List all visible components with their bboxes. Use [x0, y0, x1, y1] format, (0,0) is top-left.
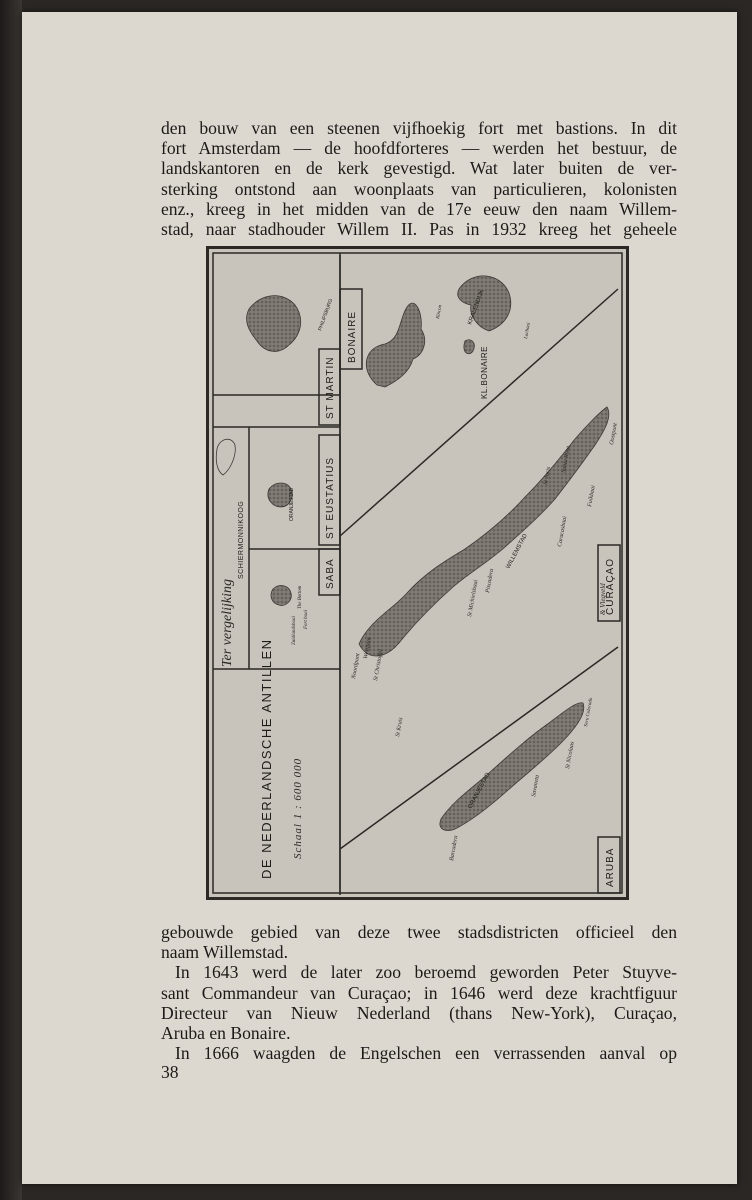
place-seru-colorado: Seru Colorado	[584, 697, 595, 728]
text-line: fort Amsterdam — de hoofdforteres — werden het bestuur, de	[161, 138, 677, 159]
place-the-bottom: The Bottom	[298, 585, 303, 609]
place-st-kruis: St Kruis	[395, 717, 405, 738]
place-westpunt: Westpunt	[363, 636, 373, 660]
place-barcadera: Barcadera	[449, 835, 460, 862]
island-aruba	[440, 703, 584, 831]
text-line: naam Willemstad.	[161, 942, 288, 963]
panel-curacao: CURAÇAO	[605, 557, 616, 615]
place-caracasbaai: Caracasbaai	[557, 515, 569, 548]
place-santa-rosa: Santa Rosa	[561, 445, 572, 474]
text-line: den bouw van een steenen vijfhoekig fort met bastions. In dit	[161, 118, 677, 138]
panel-aruba: ARUBA	[605, 847, 616, 887]
bottom-paragraph	[161, 922, 677, 1063]
place-lacbaai: Lacbaai	[524, 322, 532, 340]
panel-kl-bonaire: KL.BONAIRE	[480, 345, 489, 399]
panel-curacao-sub: & Vlegveld	[599, 583, 607, 615]
panel-bonaire: BONAIRE	[347, 310, 358, 363]
island-saba	[271, 586, 291, 606]
place-willemstad: WILLEMSTAD	[505, 533, 529, 570]
text-line: In 1643 werd de later zoo beroemd geworden Peter Stuyve-	[175, 962, 677, 983]
island-st-martin	[247, 296, 301, 352]
text-line: gebouwde gebied van deze twee stadsdistricten officieel den	[161, 922, 677, 942]
place-st-christoffel: St Christoffel	[373, 648, 385, 682]
place-zuid-landsbaai: Zuidlandsbaai	[292, 616, 297, 645]
map-drawing	[209, 249, 626, 897]
place-fort-bay: Fort baai	[304, 609, 309, 629]
text-line: sant Commandeur van Curaçao; in 1646 werd deze krachtfiguur	[161, 982, 677, 1003]
map-title: DE NEDERLANDSCHE ANTILLEN	[259, 638, 274, 879]
panel-st-martin: ST MARTIN	[325, 356, 336, 419]
panel-saba: SABA	[325, 558, 336, 589]
map-scale: Schaal 1 : 600 000	[292, 757, 304, 859]
place-st-michielsbaai: St Michielsbaai	[467, 579, 480, 618]
comparison-island: SCHIERMONNIKOOG	[238, 500, 245, 579]
page-number: 38	[161, 1062, 179, 1082]
place-oostpunt: Oostpunt	[609, 422, 619, 446]
text-line: enz., kreeg in het midden van de 17e eeuw den naam Willem-	[161, 198, 677, 219]
island-schiermonnikoog	[216, 439, 235, 475]
text-line: Directeur van Nieuw Nederland (thans New-York), Curaçao,	[161, 1002, 677, 1023]
place-savaneta: Savaneta	[531, 774, 541, 798]
place-oranjestad-aruba: ORANJESTAD	[467, 771, 492, 810]
place-fuikbaai: Fuikbaai	[587, 484, 597, 508]
text-line: landskantoren en de kerk gevestigd. Wat later buiten de ver-	[161, 158, 677, 179]
place-st-nicolaas: St Nicolaas	[565, 741, 576, 770]
comparison-label: Ter vergelijking	[220, 578, 235, 667]
place-philipsburg: PHILIPSBURG	[317, 298, 335, 332]
island-curacao	[359, 407, 609, 656]
place-st-joris: St Joris	[543, 466, 553, 486]
place-rincon: Rincon	[436, 304, 444, 320]
text-line: Aruba en Bonaire.	[161, 1023, 291, 1044]
text-line: stad, naar stadhouder Willem II. Pas in 1932 kreeg het geheele	[161, 219, 677, 240]
book-spine	[0, 0, 22, 1200]
place-kralendijk: KRALENDIJK	[467, 288, 486, 326]
place-piscadera: Piscadera	[485, 568, 496, 594]
antilles-map	[206, 246, 629, 900]
panel-st-eustatius: ST EUSTATIUS	[325, 456, 336, 539]
place-noordpunt: Noordpunt	[351, 652, 362, 680]
island-klein-bonaire	[464, 340, 474, 354]
place-oranjestad-eustatius: ORANJESTAD	[289, 487, 295, 521]
text-line: sterking ontstond aan woonplaats van particulieren, kolonisten	[161, 178, 677, 199]
island-bonaire	[366, 303, 424, 387]
text-line: In 1666 waagden de Engelschen een verrassenden aanval op	[175, 1043, 677, 1064]
top-paragraph	[161, 118, 677, 239]
